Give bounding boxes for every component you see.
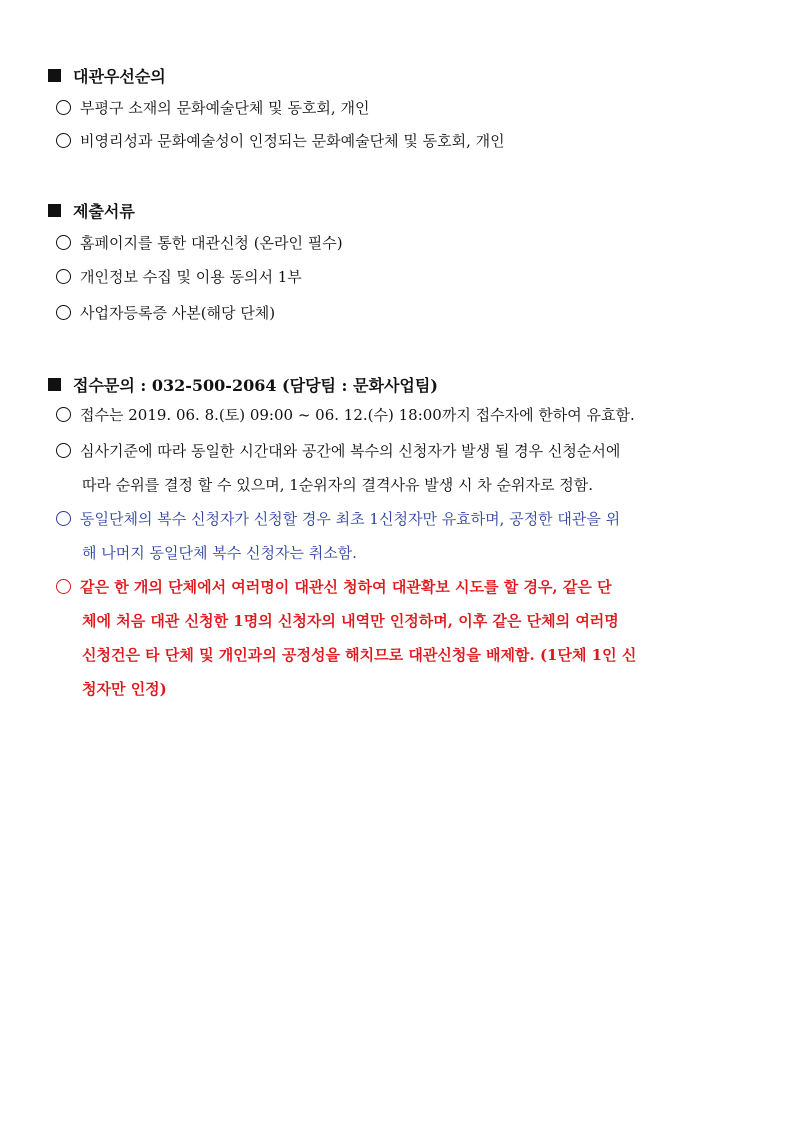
list-item: 접수는 2019. 06. 8.(토) 09:00 ~ 06. 12.(수) 18:00까지 접수자에 한하여 유효함. xyxy=(56,405,776,425)
section-title-priority xyxy=(48,64,166,87)
black-square-icon xyxy=(48,204,61,217)
list-item-review-criteria: 심사기준에 따라 동일한 시간대와 공간에 복수의 신청자가 발생 될 경우 신청순서에 따라 순위를 결정 할 수 있으며, 1순위자의 결격사유 발생 시 차 순위자로 정함. xyxy=(56,434,776,502)
circle-bullet-icon xyxy=(56,100,71,115)
list-item-duplicate-notice: 동일단체의 복수 신청자가 신청할 경우 최초 1신청자만 유효하며, 공정한 대관을 위 해 나머지 동일단체 복수 신청자는 취소함. xyxy=(56,502,776,570)
section-title-text: 대관우선순의 xyxy=(73,67,166,86)
section-title-text: 접수문의 : 032-500-2064 (담당팀 : 문화사업팀) xyxy=(73,376,438,395)
circle-bullet-icon xyxy=(56,579,71,594)
circle-bullet-icon xyxy=(56,443,71,458)
list-item: 홈페이지를 통한 대관신청 (온라인 필수) xyxy=(56,233,776,253)
list-item: 사업자등록증 사본(해당 단체) xyxy=(56,303,776,323)
circle-bullet-icon xyxy=(56,305,71,320)
circle-bullet-icon xyxy=(56,269,71,284)
circle-bullet-icon xyxy=(56,407,71,422)
section-title-text: 제출서류 xyxy=(73,202,135,221)
black-square-icon xyxy=(48,69,61,82)
list-item-exclusion-warning: 같은 한 개의 단체에서 여러명이 대관신 청하여 대관확보 시도를 할 경우, 같은 단 체에 처음 대관 신청한 1명의 신청자의 내역만 인정하며, 이후 같은 단체의 여러명 신청건은 타 단체 및 개인과의 공정성을 해치므로 대관신청을 배제함. (1단체 1인 신 청자만 인정) xyxy=(56,570,776,706)
black-square-icon xyxy=(48,378,61,391)
list-item: 개인정보 수집 및 이용 동의서 1부 xyxy=(56,267,776,287)
circle-bullet-icon xyxy=(56,511,71,526)
circle-bullet-icon xyxy=(56,235,71,250)
section-title-inquiry xyxy=(48,373,438,396)
section-title-documents xyxy=(48,199,135,222)
list-item: 비영리성과 문화예술성이 인정되는 문화예술단체 및 동호회, 개인 xyxy=(56,131,776,151)
circle-bullet-icon xyxy=(56,133,71,148)
list-item: 부평구 소재의 문화예술단체 및 동호회, 개인 xyxy=(56,98,776,118)
